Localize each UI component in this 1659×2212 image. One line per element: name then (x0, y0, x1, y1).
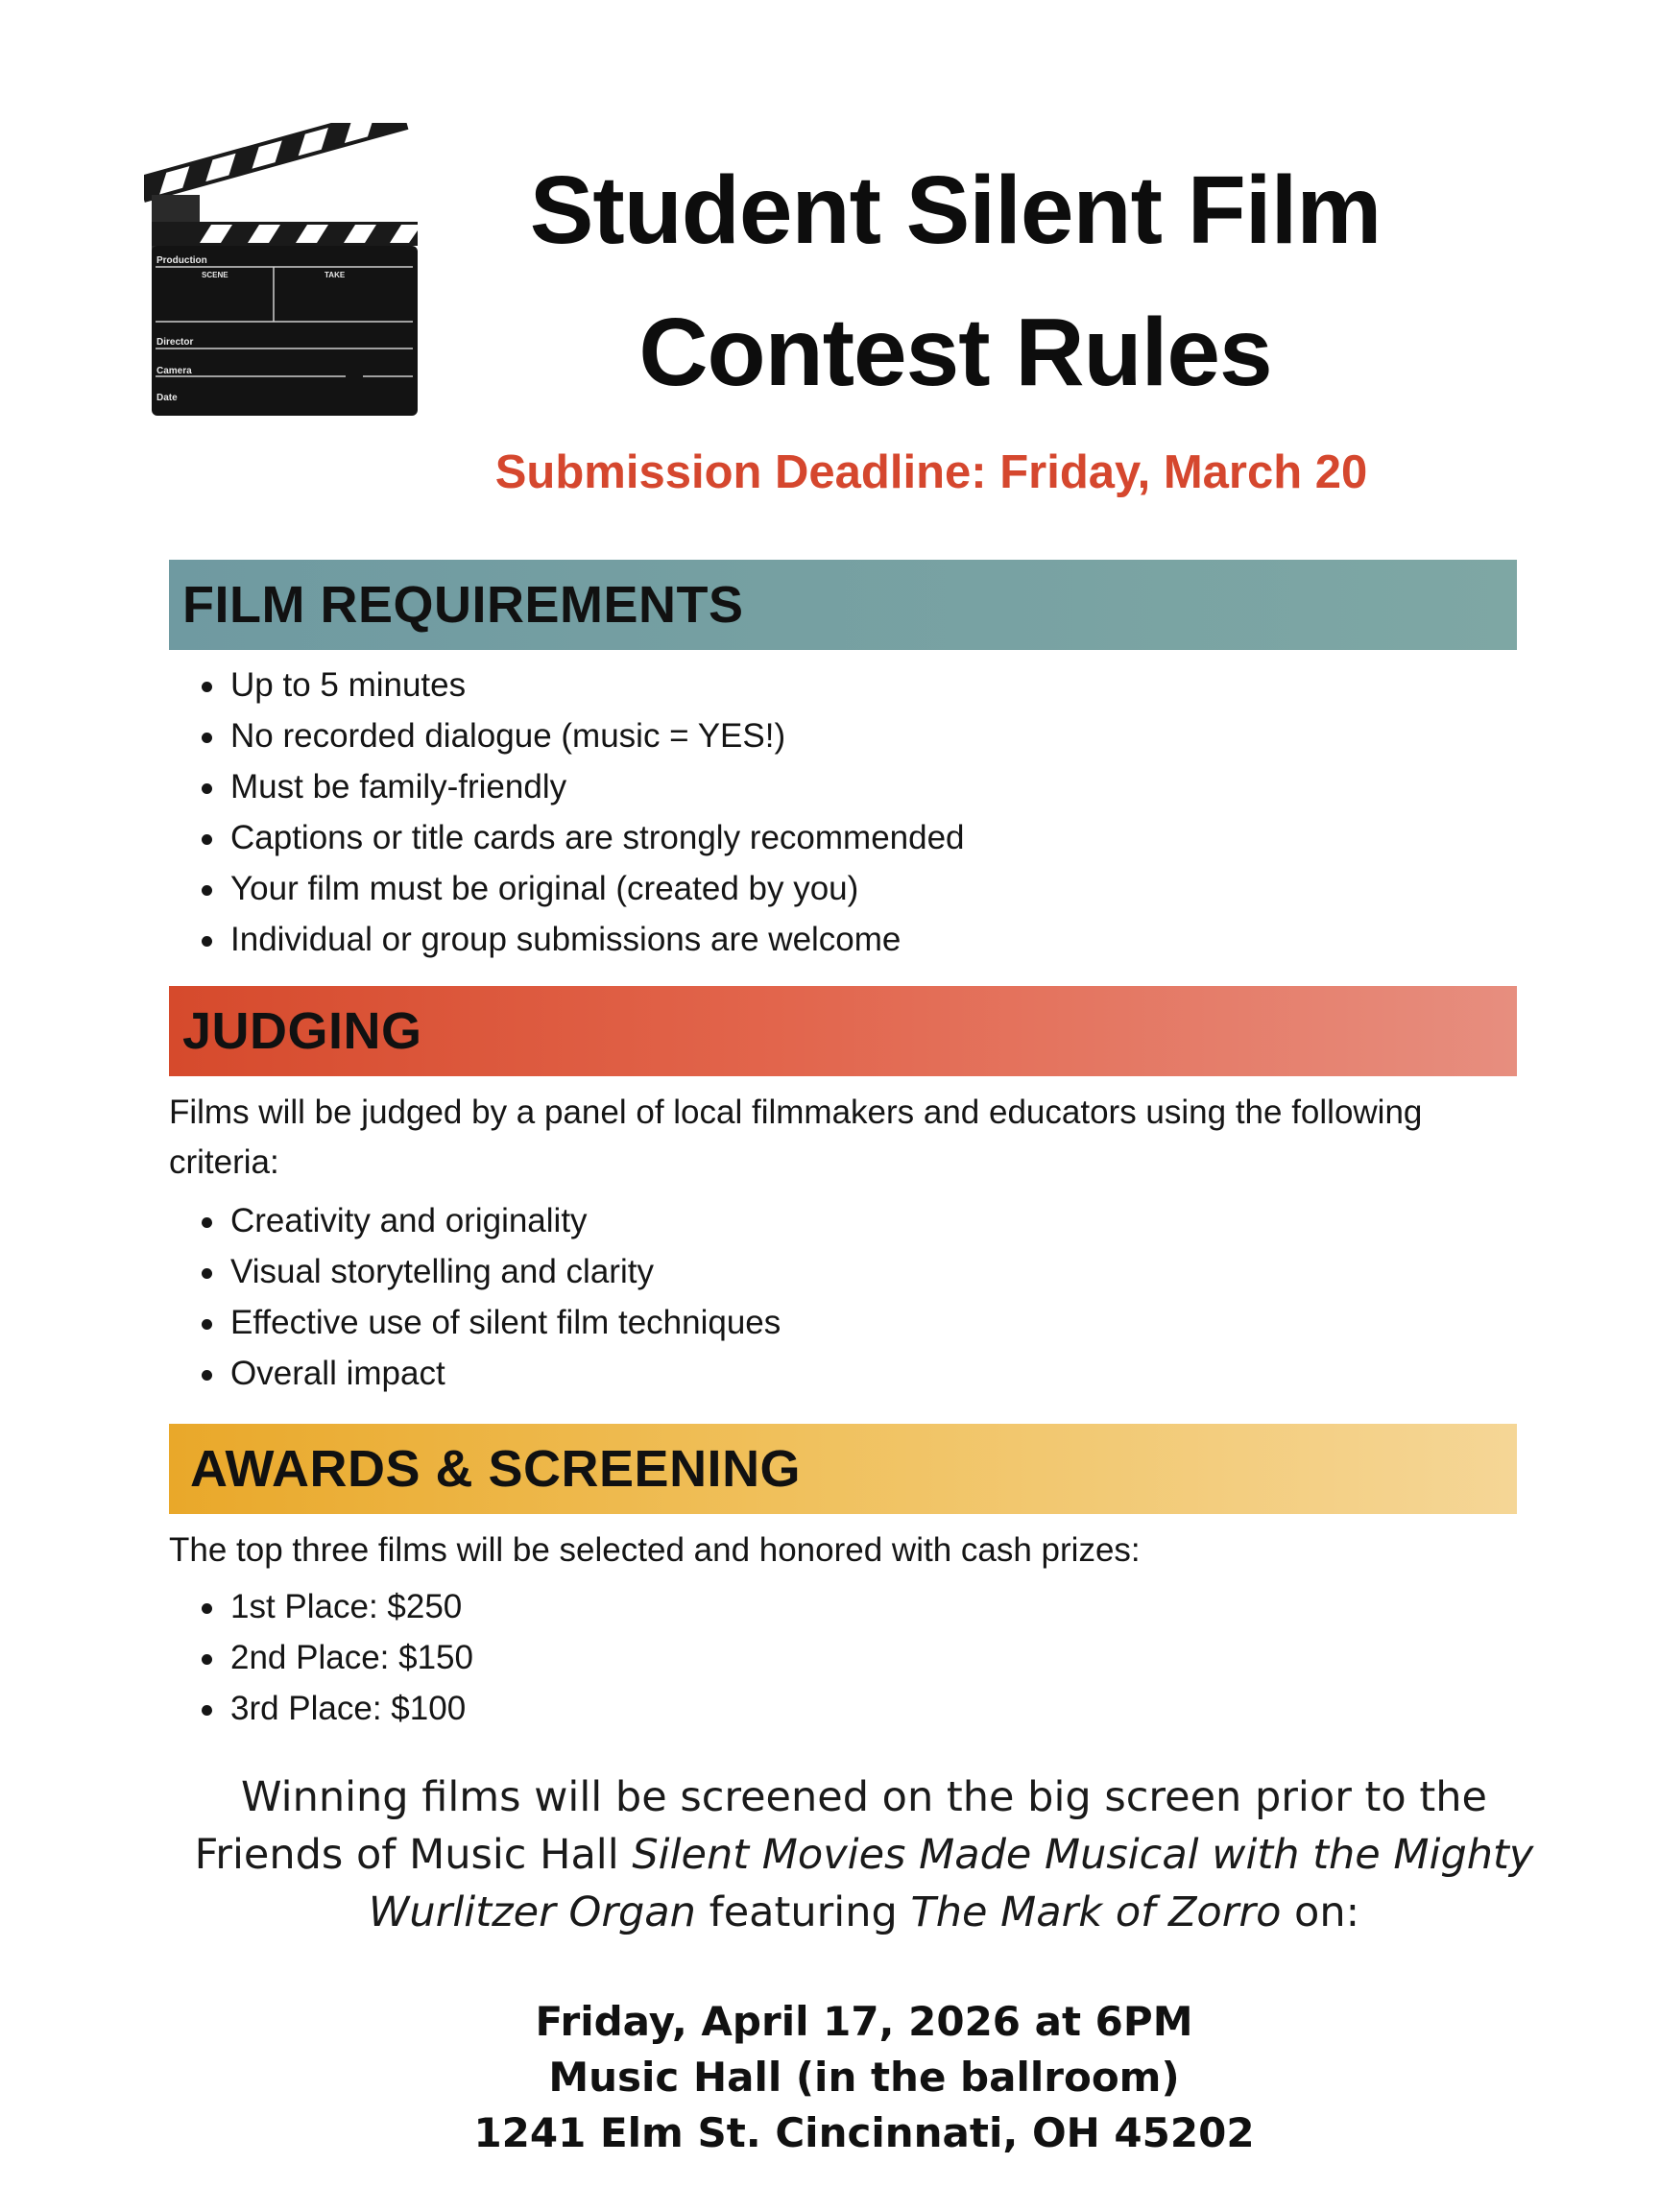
event-details (288, 1994, 1440, 2161)
clapperboard-icon (144, 123, 422, 416)
event-venue: Music Hall (in the ballroom) (548, 2054, 1180, 2101)
list-item: 1st Place: $250 (169, 1581, 1513, 1632)
screening-program-title: Silent Movies Made Musical with the Mighty Wurlitzer Organ (368, 1831, 1534, 1936)
list-item: 2nd Place: $150 (169, 1632, 1513, 1683)
list-item: Creativity and originality (169, 1195, 1513, 1246)
prizes-list (169, 1581, 1513, 1734)
submission-deadline: Submission Deadline: Friday, March 20 (494, 446, 1368, 498)
list-item: No recorded dialogue (music = YES!) (169, 710, 1513, 761)
clapper-date-label: Date (156, 393, 178, 403)
clapper-scene-label: SCENE (202, 271, 228, 279)
screening-description (169, 1768, 1559, 1941)
event-date-time: Friday, April 17, 2026 at 6PM (535, 1998, 1193, 2045)
film-requirements-list (169, 660, 1513, 965)
awards-screening-heading: AWARDS & SCREENING (169, 1424, 1517, 1514)
title-line-1: Student Silent Film (529, 156, 1382, 264)
list-item: Captions or title cards are strongly recommended (169, 812, 1513, 863)
list-item: Effective use of silent film techniques (169, 1297, 1513, 1348)
clapper-camera-label: Camera (156, 366, 192, 376)
list-item: Must be family-friendly (169, 761, 1513, 812)
event-address: 1241 Elm St. Cincinnati, OH 45202 (473, 2109, 1255, 2156)
list-item: Visual storytelling and clarity (169, 1246, 1513, 1297)
list-item: Overall impact (169, 1348, 1513, 1399)
judging-intro: Films will be judged by a panel of local filmmakers and educators using the following criteria: (169, 1094, 1423, 1181)
clapper-production-label: Production (156, 255, 207, 266)
screening-text-2: featuring (695, 1888, 911, 1936)
list-item: Individual or group submissions are welcome (169, 914, 1513, 965)
awards-intro: The top three films will be selected and honored with cash prizes: (169, 1531, 1141, 1569)
screening-text-1: Winning films will be screened on the big screen prior to the Friends of Music Hall (194, 1773, 1487, 1879)
judging-heading: JUDGING (169, 986, 1517, 1076)
clapper-director-label: Director (156, 337, 194, 348)
list-item: Your film must be original (created by you) (169, 863, 1513, 914)
screening-text-3: on: (1281, 1888, 1360, 1936)
judging-criteria-list (169, 1195, 1513, 1399)
page-title (451, 139, 1459, 423)
film-requirements-heading: FILM REQUIREMENTS (169, 560, 1517, 650)
list-item: 3rd Place: $100 (169, 1683, 1513, 1734)
list-item: Up to 5 minutes (169, 660, 1513, 710)
clapper-take-label: TAKE (325, 271, 346, 279)
title-line-2: Contest Rules (638, 299, 1272, 406)
screening-film-title: The Mark of Zorro (910, 1888, 1282, 1936)
